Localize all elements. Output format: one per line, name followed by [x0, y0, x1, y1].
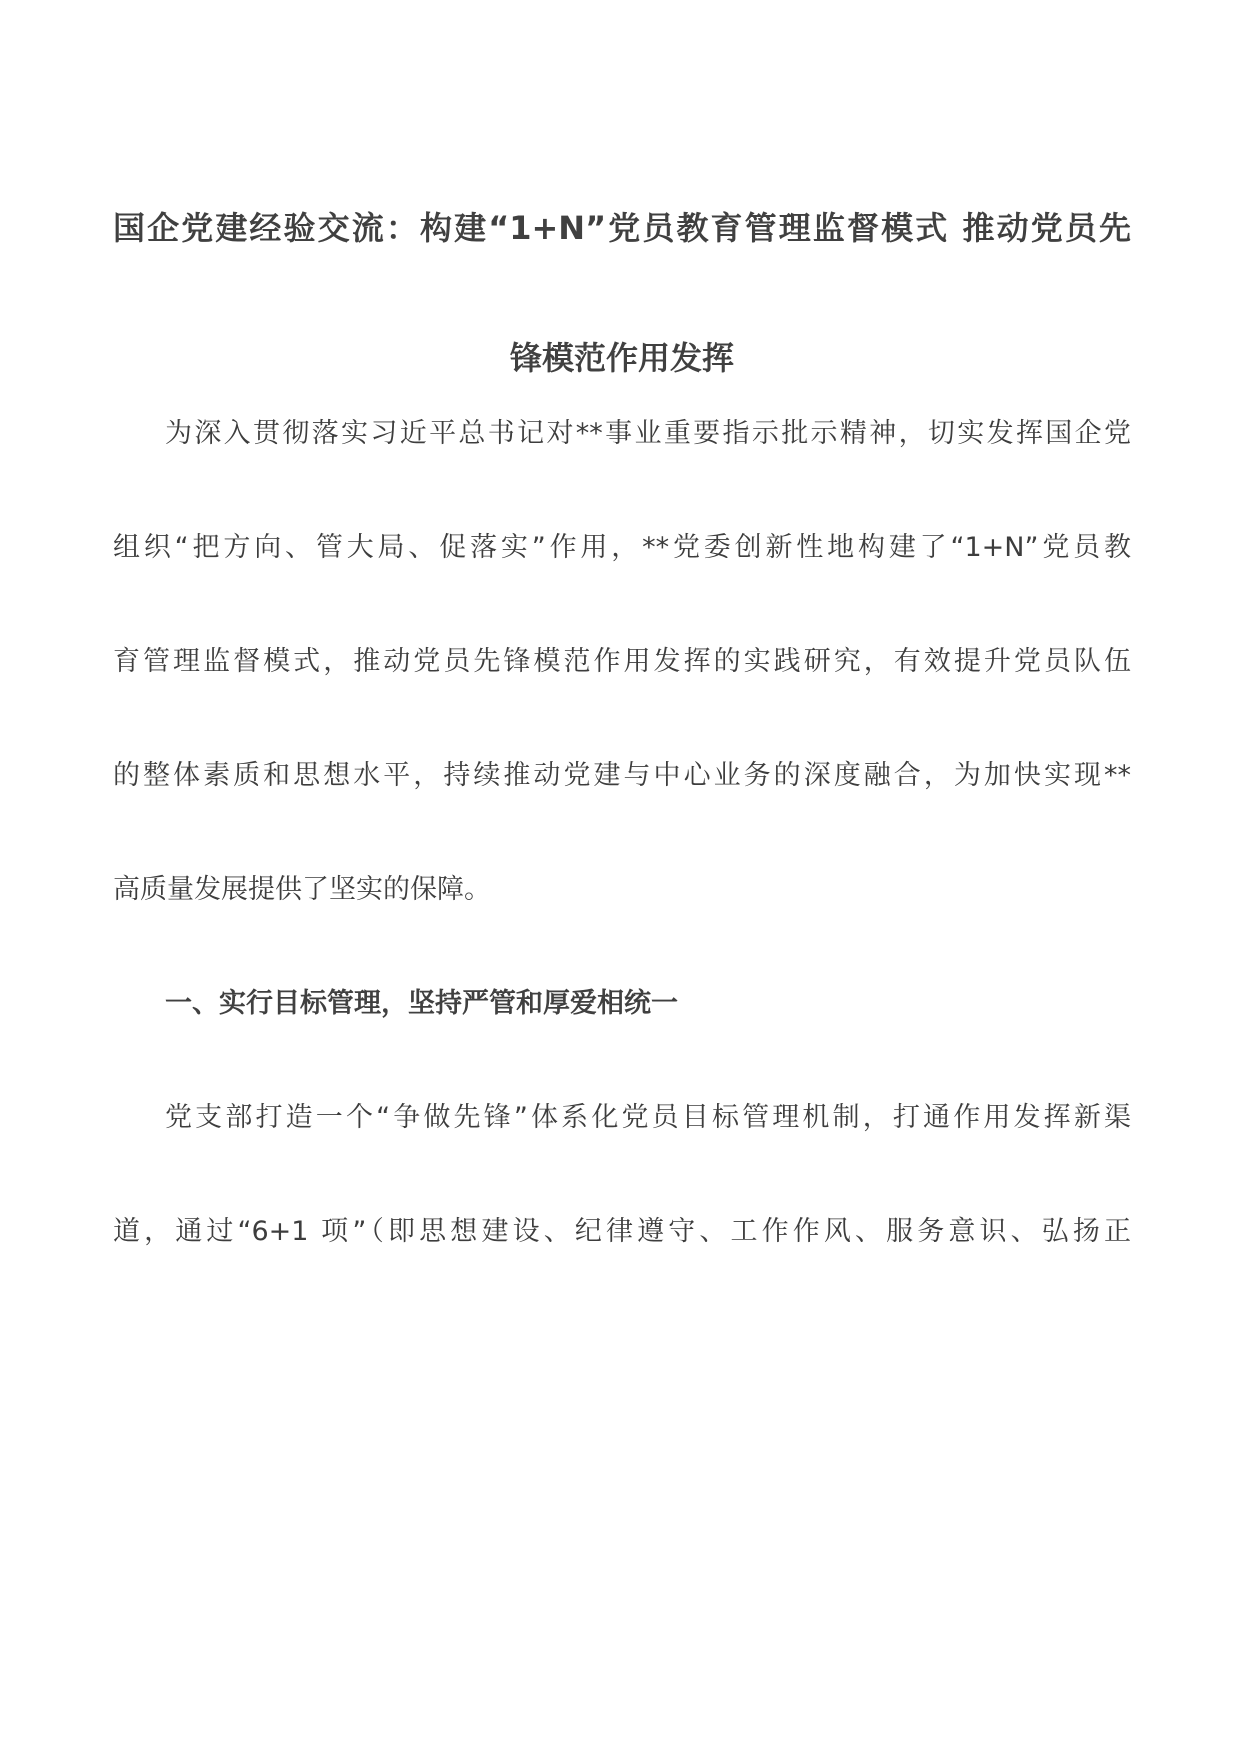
paragraph-1-line-2: 组织“把方向、管大局、促落实”作用，**党委创新性地构建了“1+N”党员教 — [113, 532, 1131, 563]
paragraph-2-line-1: 党支部打造一个“争做先锋”体系化党员目标管理机制，打通作用发挥新渠 — [165, 1102, 1131, 1133]
paragraph-1-line-1: 为深入贯彻落实习近平总书记对**事业重要指示批示精神，切实发挥国企党 — [165, 418, 1131, 449]
paragraph-1-line-4: 的整体素质和思想水平，持续推动党建与中心业务的深度融合，为加快实现** — [113, 760, 1131, 791]
paragraph-1-line-3: 育管理监督模式，推动党员先锋模范作用发挥的实践研究，有效提升党员队伍 — [113, 646, 1131, 677]
section-1-heading: 一、实行目标管理，坚持严管和厚爱相统一 — [165, 988, 678, 1019]
document-title-line-1: 国企党建经验交流：构建“1+N”党员教育管理监督模式 推动党员先 — [113, 209, 1131, 247]
document-title-line-2: 锋模范作用发挥 — [509, 339, 734, 377]
paragraph-1-line-5: 高质量发展提供了坚实的保障。 — [113, 874, 491, 905]
paragraph-2-line-2: 道，通过“6+1 项”（即思想建设、纪律遵守、工作作风、服务意识、弘扬正 — [113, 1216, 1131, 1247]
